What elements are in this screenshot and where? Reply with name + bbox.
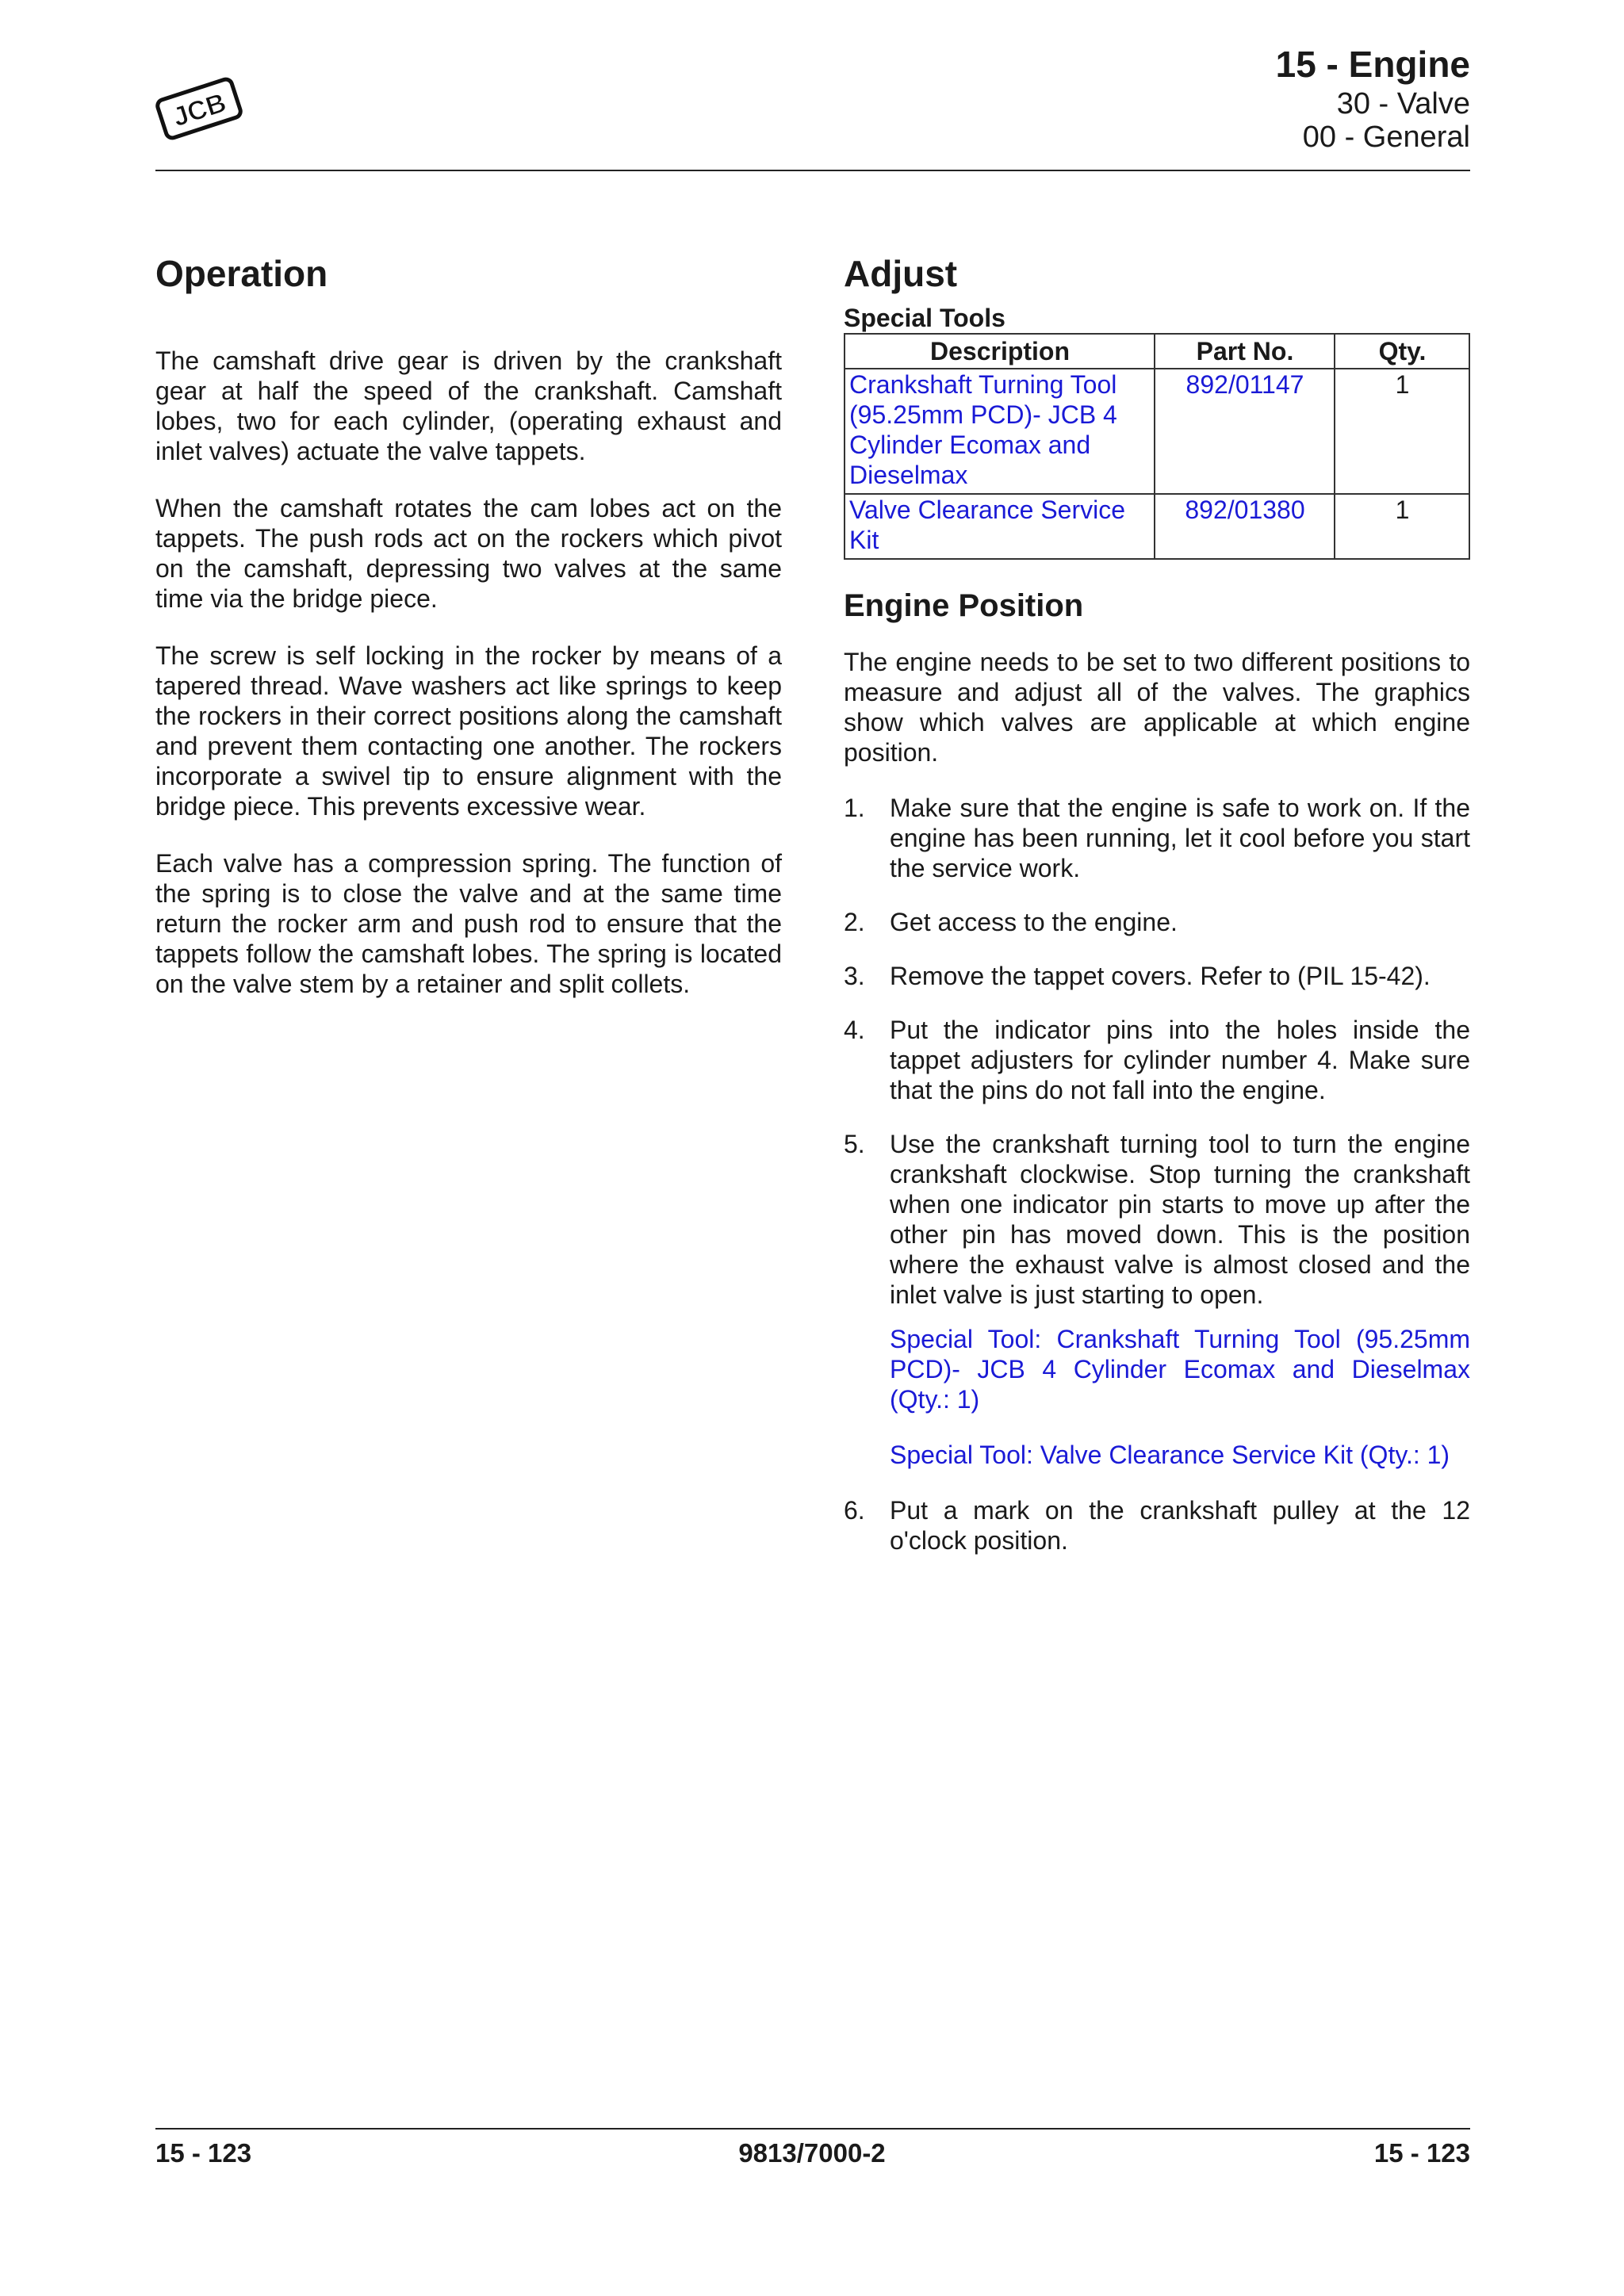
footer-divider bbox=[155, 2128, 1470, 2130]
operation-section bbox=[155, 246, 782, 1026]
jcb-logo bbox=[155, 75, 243, 143]
step-text: Get access to the engine. bbox=[890, 908, 1178, 936]
list-item bbox=[844, 1015, 1470, 1105]
footer-document-number: 9813/7000-2 bbox=[738, 2138, 886, 2168]
operation-paragraph: The screw is self locking in the rocker by means of a tapered thread. Wave washers act like springs to keep the rockers in their correct positions along the camshaft and prevent them contacting one another. The rockers incorporate a swivel tip to ensure alignment with the bridge piece. This prevents excessive wear. bbox=[155, 641, 782, 821]
tool-part-number: 892/01380 bbox=[1155, 494, 1335, 559]
step-number: 2. bbox=[844, 908, 865, 936]
special-tools-label: Special Tools bbox=[844, 304, 1005, 332]
list-item bbox=[844, 1129, 1470, 1470]
tool-description-link[interactable]: Valve Clearance Service Kit bbox=[845, 494, 1155, 559]
step-text: Use the crankshaft turning tool to turn the engine crankshaft clockwise. Stop turning the crankshaft when one indicator pin starts to move up after the other pin has moved down. This is the position where the exhaust valve is almost closed and the inlet valve is just starting to open. bbox=[890, 1130, 1470, 1309]
step-number: 1. bbox=[844, 794, 865, 822]
tool-quantity: 1 bbox=[1335, 369, 1469, 494]
tool-part-number: 892/01147 bbox=[1155, 369, 1335, 494]
procedure-steps bbox=[844, 793, 1470, 1556]
table-row bbox=[845, 369, 1469, 494]
tool-quantity: 1 bbox=[1335, 494, 1469, 559]
step-text: Remove the tappet covers. Refer to (PIL 15-42). bbox=[890, 962, 1431, 990]
footer-page-number-left: 15 - 123 bbox=[155, 2138, 252, 2168]
operation-paragraph: Each valve has a compression spring. The function of the spring is to close the valve and at the same time return the rocker arm and push rod to ensure that the tappets follow the camshaft lobes. The spring is located on the valve stem by a retainer and split collets. bbox=[155, 849, 782, 998]
step-text: Put a mark on the crankshaft pulley at the 12 o'clock position. bbox=[890, 1496, 1470, 1555]
page-header bbox=[1276, 41, 1470, 154]
step-number: 4. bbox=[844, 1016, 865, 1044]
footer-page-number-right: 15 - 123 bbox=[1373, 2138, 1470, 2168]
operation-paragraph: The camshaft drive gear is driven by the crankshaft gear at half the speed of the crankshaft. Camshaft lobes, two for each cylinder, (operating exhaust and inlet valves) actuate the valve tappets. bbox=[155, 346, 782, 465]
special-tool-link[interactable]: Special Tool: Crankshaft Turning Tool (95.25mm PCD)- JCB 4 Cylinder Ecomax and Dieselmax (Qty.: 1) bbox=[890, 1325, 1470, 1414]
step-number: 5. bbox=[844, 1130, 865, 1158]
adjust-heading: Adjust bbox=[844, 253, 958, 294]
list-item bbox=[844, 961, 1470, 991]
operation-paragraph: When the camshaft rotates the cam lobes act on the tappets. The push rods act on the rockers which pivot on the camshaft, depressing two valves at the same time via the bridge piece. bbox=[155, 494, 782, 613]
operation-heading: Operation bbox=[155, 253, 328, 294]
list-item bbox=[844, 907, 1470, 937]
section-title: 15 - Engine bbox=[1275, 44, 1470, 85]
special-tools-table bbox=[844, 333, 1470, 560]
engine-position-heading: Engine Position bbox=[844, 588, 1084, 623]
column-header-qty: Qty. bbox=[1335, 334, 1469, 369]
table-header-row bbox=[845, 334, 1469, 369]
column-header-description: Description bbox=[845, 334, 1155, 369]
column-header-part-no: Part No. bbox=[1155, 334, 1335, 369]
table-row bbox=[845, 494, 1469, 559]
step-number: 3. bbox=[844, 962, 865, 990]
step-text: Make sure that the engine is safe to work on. If the engine has been running, let it cool before you start the service work. bbox=[890, 794, 1470, 882]
list-item bbox=[844, 793, 1470, 883]
adjust-section bbox=[844, 246, 1470, 1579]
special-tool-link[interactable]: Special Tool: Valve Clearance Service Kit (Qty.: 1) bbox=[890, 1441, 1450, 1469]
list-item bbox=[844, 1495, 1470, 1556]
topic-title: 00 - General bbox=[1302, 121, 1470, 154]
step-number: 6. bbox=[844, 1496, 865, 1525]
engine-position-intro: The engine needs to be set to two different positions to measure and adjust all of the valves. The graphics show which valves are applicable at which engine position. bbox=[844, 648, 1470, 767]
subsection-title: 30 - Valve bbox=[1336, 87, 1470, 121]
svg-text:JCB: JCB bbox=[169, 87, 230, 133]
header-divider bbox=[155, 170, 1470, 171]
tool-description-link[interactable]: Crankshaft Turning Tool (95.25mm PCD)- JCB 4 Cylinder Ecomax and Dieselmax bbox=[845, 369, 1155, 494]
step-text: Put the indicator pins into the holes inside the tappet adjusters for cylinder number 4. Make sure that the pins do not fall into the engine. bbox=[890, 1016, 1470, 1104]
